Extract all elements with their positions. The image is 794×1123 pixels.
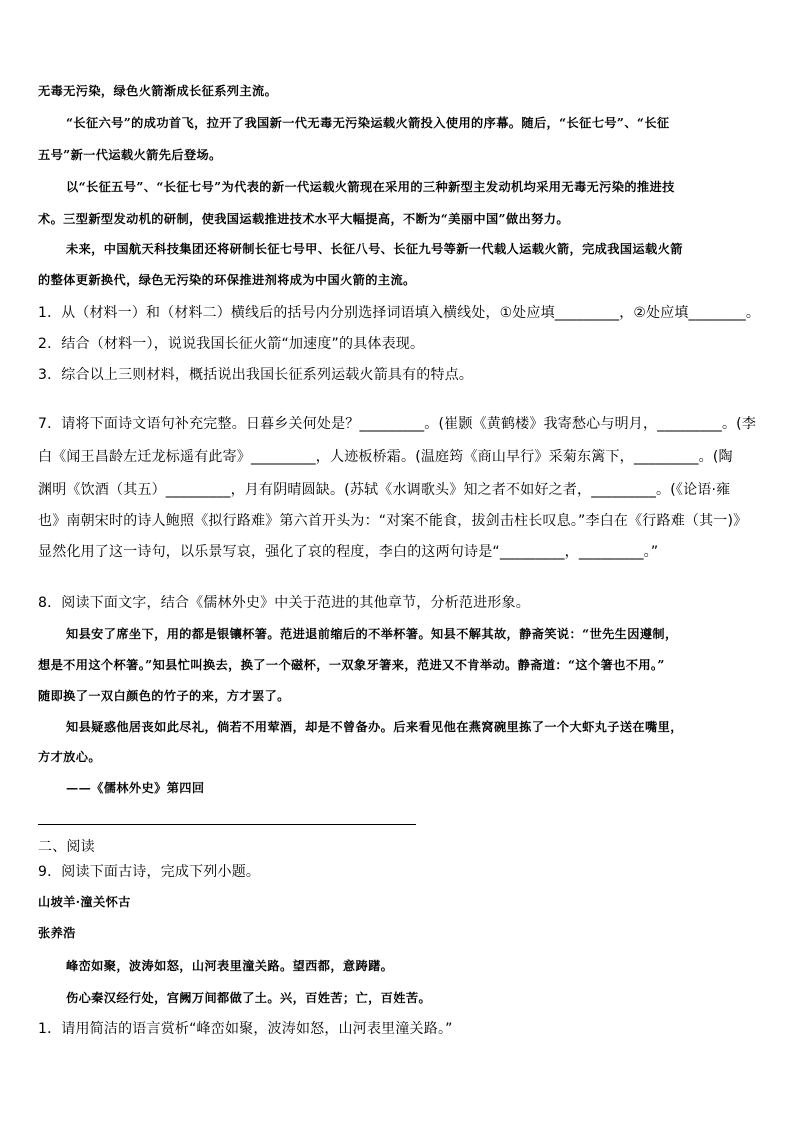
q6-sub-2: 2．结合（材料一），说说我国长征火箭“加速度”的具体表现。: [38, 336, 425, 352]
material-three-line-4: 以“长征五号”、“长征七号”为代表的新一代运载火箭现在采用的三种新型主发动机均采用无毒无污染的推进技: [66, 180, 675, 194]
q7-line-4: 也》南朝宋时的诗人鲍照《拟行路难》第六首开头为：“对案不能食，拔剑击柱长叹息。”李白在《行路难（其一)》: [38, 513, 748, 529]
q6-sub-1: 1．从（材料一）和（材料二）横线后的括号内分别选择词语填入横线处，①处应填_________，②处应填________。: [38, 305, 761, 321]
q7-line-5: 显然化用了这一诗句，以乐景写哀，强化了哀的程度，李白的这两句诗是“_________，_________。”: [38, 544, 659, 560]
material-three-line-5: 术。三型新型发动机的研制，使我国运载推进技术水平大幅提高，不断为“美丽中国”做出努力。: [38, 212, 569, 226]
section-divider: [38, 824, 416, 825]
q8-passage-line-4: 知县疑惑他居丧如此尽礼，倘若不用荤酒，却是不曾备办。后来看见他在燕窝碗里拣了一个大虾丸子送在嘴里，: [66, 720, 683, 734]
poem-title: 山坡羊·潼关怀古: [38, 895, 131, 909]
section-two-heading: 二、阅读: [38, 839, 95, 855]
material-three-line-6: 未来，中国航天科技集团还将研制长征七号甲、长征八号、长征九号等新一代载人运载火箭，完成我国运载火箭: [66, 242, 683, 256]
poem-line-1: 峰峦如聚，波涛如怒，山河表里潼关路。望西都，意踌躇。: [66, 959, 394, 973]
q6-sub-3: 3．综合以上三则材料，概括说出我国长征系列运载火箭具有的特点。: [38, 367, 474, 383]
q8-passage-line-3: 随即换了一双白颜色的竹子的来，方才罢了。: [38, 689, 290, 703]
q7-line-1: 7．请将下面诗文语句补充完整。日暮乡关何处是？_________。(崔颢《黄鹤楼》我寄愁心与明月，_________。(李: [38, 416, 757, 432]
material-three-line-1: 无毒无污染，绿色火箭渐成长征系列主流。: [38, 84, 278, 98]
q8-passage-line-1: 知县安了席坐下，用的都是银镶杯箸。范进退前缩后的不举杯箸。知县不解其故，静斋笑说：“世先生因遵制，: [66, 627, 678, 641]
q8-passage-line-2: 想是不用这个杯箸。”知县忙叫换去，换了一个磁杯，一双象牙箸来，范进又不肯举动。静斋道：“这个箸也不用。”: [38, 658, 665, 672]
q7-line-3: 渊明《饮酒（其五）_________，月有阴晴圆缺。(苏轼《水调歌头》知之者不如好之者，_________。(《论语·雍: [38, 482, 731, 498]
material-three-line-7: 的整体更新换代，绿色无污染的环保推进剂将成为中国火箭的主流。: [38, 273, 416, 287]
poem-author: 张养浩: [38, 926, 76, 940]
q8-passage-line-5: 方才放心。: [38, 750, 101, 764]
q9-prompt: 9．阅读下面古诗，完成下列小题。: [38, 864, 261, 880]
material-three-line-3: 五号”新一代运载火箭先后登场。: [38, 148, 222, 162]
q8-source: ——《儒林外史》第四回: [66, 781, 205, 795]
material-three-line-2: “长征六号”的成功首飞，拉开了我国新一代无毒无污染运载火箭投入使用的序幕。随后，“长征七号”、“长征: [66, 116, 670, 130]
poem-line-2: 伤心秦汉经行处，宫阙万间都做了土。兴，百姓苦；亡，百姓苦。: [66, 991, 432, 1005]
q9-sub-1: 1．请用简洁的语言赏析“峰峦如聚，波涛如怒，山河表里潼关路。”: [38, 1021, 453, 1037]
q8-prompt: 8．阅读下面文字，结合《儒林外史》中关于范进的其他章节，分析范进形象。: [38, 595, 530, 611]
q7-line-2: 白《闻王昌龄左迁龙标遥有此寄》_________，人迹板桥霜。(温庭筠《商山早行》采菊东篱下，_________。(陶: [38, 449, 733, 465]
